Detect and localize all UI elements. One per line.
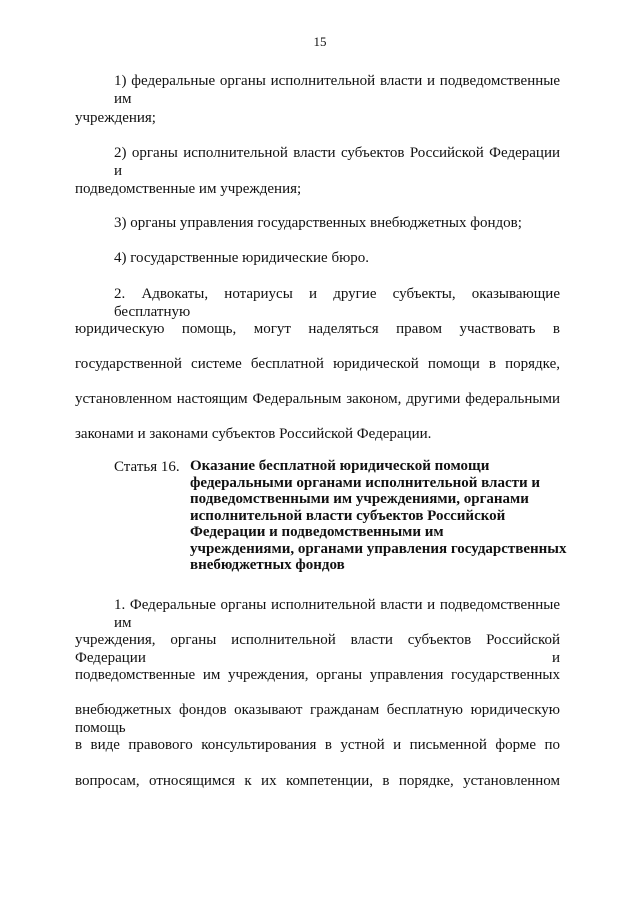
article-title-line-5: Федерации и подведомственными им: [190, 524, 444, 540]
article-title: [190, 458, 567, 574]
list-item-1-line-2: учреждения;: [75, 110, 156, 126]
list-item-2-line-1: 2) органы исполнительной власти субъектов Российской Федерации и: [114, 145, 560, 179]
article-paragraph-1-line-3: подведомственные им учреждения, органы управления государственных: [75, 667, 560, 683]
article-title-line-4: исполнительной власти субъектов Российской: [190, 507, 506, 524]
list-item-4: 4) государственные юридические бюро.: [114, 250, 370, 266]
article-paragraph-1-line-1: 1. Федеральные органы исполнительной власти и подведомственные им: [114, 597, 560, 631]
article-paragraph-1-line-5: в виде правового консультирования в устной и письменной форме по: [75, 737, 560, 753]
article-label: Статья 16.: [114, 459, 180, 475]
list-item-3: 3) органы управления государственных внебюджетных фондов;: [114, 215, 522, 231]
article-paragraph-1-line-4: внебюджетных фондов оказывают гражданам бесплатную юридическую помощь: [75, 702, 560, 736]
article-title-line-6: учреждениями, органами управления государственных: [190, 540, 567, 557]
article-title-line-1: Оказание бесплатной юридической помощи: [190, 458, 490, 474]
paragraph-2-line-2: юридическую помощь, могут наделяться правом участвовать в: [75, 321, 560, 337]
list-item-2-line-2: подведомственные им учреждения;: [75, 181, 302, 197]
paragraph-2-line-3: государственной системе бесплатной юридической помощи в порядке,: [75, 356, 560, 372]
article-title-line-3: подведомственными им учреждениями, органами: [190, 491, 529, 507]
page-number: 15: [313, 34, 327, 49]
article-title-line-2: федеральными органами исполнительной власти и: [190, 474, 541, 491]
paragraph-2-line-1: 2. Адвокаты, нотариусы и другие субъекты, оказывающие бесплатную: [114, 286, 560, 320]
paragraph-2-line-5: законами и законами субъектов Российской Федерации.: [75, 426, 432, 442]
list-item-1-line-1: 1) федеральные органы исполнительной власти и подведомственные им: [114, 73, 560, 107]
article-paragraph-1-line-6: вопросам, относящимся к их компетенции, в порядке, установленном: [75, 773, 560, 789]
article-title-line-7: внебюджетных фондов: [190, 557, 345, 573]
article-paragraph-1-line-2: учреждения, органы исполнительной власти субъектов Российской Федерации и: [75, 632, 560, 666]
paragraph-2-line-4: установленном настоящим Федеральным законом, другими федеральными: [75, 391, 560, 407]
